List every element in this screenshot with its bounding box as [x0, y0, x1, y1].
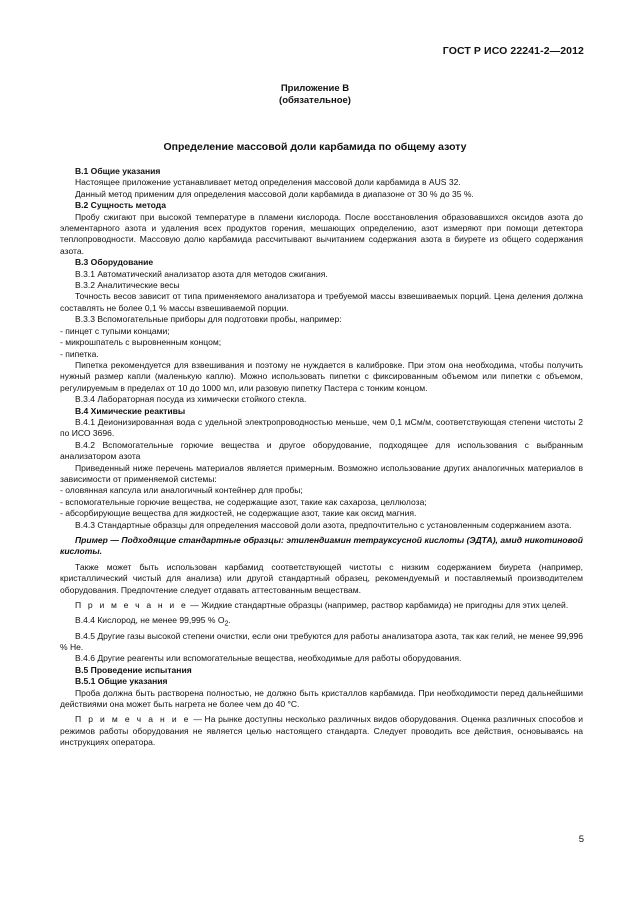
main-title: Определение массовой доли карбамида по общему азоту — [163, 141, 467, 153]
list-item: - вспомогательные горючие вещества, не содержащие азот, такие как сахароза, целлюлоза; — [60, 496, 427, 507]
document-body — [60, 166, 583, 753]
subsection-b5-1-heading: В.5.1 Общие указания — [75, 676, 168, 687]
note-1 — [60, 600, 583, 611]
paragraph: Точность весов зависит от типа применяемого анализатора и требуемой массы взвешиваемых порций. Цена деления должна составлять не более 0,1 % массы взвешиваемой порции. — [60, 291, 583, 313]
list-item: - пипетка. — [60, 348, 99, 359]
section-b3-heading: В.3 Оборудование — [75, 257, 154, 268]
clause-b3-2: В.3.2 Аналитические весы — [75, 280, 180, 291]
page-number: 5 — [578, 834, 584, 845]
clause-b4-5: В.4.5 Другие газы высокой степени очистки, если они требуются для работы анализатора азота, так как гелий, не менее 99,996 % He. — [60, 630, 583, 652]
note-text: — Жидкие стандартные образцы (например, раствор карбамида) не пригодны для этих целей. — [187, 600, 569, 611]
document-code: ГОСТ Р ИСО 22241-2—2012 — [442, 45, 584, 57]
paragraph: Пробу сжигают при высокой температуре в пламени кислорода. После восстановления образовавшихся оксидов азота до элементарного азота и удаления всех продуктов горения, мешающих определению, азот измеряют при помощи детектора теплопроводности. Массовую долю карбамида рассчитывают вычитанием содержания азота в биурете из общего содержания азота. — [60, 211, 583, 256]
clause-b4-1: В.4.1 Деионизированная вода с удельной электропроводностью меньше, чем 0,1 мСм/м, соответствующая степени чистоты 2 по ИСО 3696. — [60, 416, 583, 439]
paragraph: Настоящее приложение устанавливает метод определения массовой доли карбамида в AUS 32. — [75, 177, 461, 188]
paragraph: Данный метод применим для определения массовой доли карбамида в диапазоне от 30 % до 35 %. — [75, 188, 474, 199]
list-item: - микрошпатель с выровненным концом; — [60, 337, 222, 348]
clause-b4-6: В.4.6 Другие реагенты или вспомогательные вещества, необходимые для работы оборудования. — [75, 653, 462, 664]
note-2 — [60, 714, 583, 748]
clause-b3-3: В.3.3 Вспомогательные приборы для подготовки пробы, например: — [75, 314, 342, 325]
clause-b3-1: В.3.1 Автоматический анализатор азота для методов сжигания. — [75, 268, 328, 279]
annex-heading — [0, 83, 630, 107]
note-label: П р и м е ч а н и е — [75, 714, 191, 725]
paragraph: Приведенный ниже перечень материалов является примерным. Возможно использование других аналогичных материалов в зависимости от применяемой системы: — [60, 462, 583, 484]
clause-b3-4: В.3.4 Лабораторная посуда из химически стойкого стекла. — [75, 394, 307, 405]
clause-b4-4: В.4.4 Кислород, не менее 99,995 % $O_2$. — [75, 615, 231, 629]
paragraph: Также может быть использован карбамид соответствующей чистоты с низким содержанием биурета (например, кристаллический чистый для анализа) или другой стандартный образец, рекомендуемый и поставляемый производителем оборудования. Предпочтение следует отдавать аттестованным веществам. — [60, 561, 583, 595]
paragraph: Пипетка рекомендуется для взвешивания и поэтому не нуждается в калибровке. При этом она необходима, чтобы получить нужный размер капли (маленькую каплю). Можно использовать пипетки с фиксированным объемом или пипетки с объемом, регулируемым в пределах от 10 до 1000 мл, или разовую пипетку Пастера с тонким концом. — [60, 359, 583, 393]
note-text: — На рынке доступны несколько различных видов оборудования. Оценка различных способов и режимов работы оборудования не является целью настоящего стандарта. Следует проводить все действия, основываясь на инструкциях оператора. — [60, 714, 583, 748]
annex-title: Приложение В — [280, 83, 350, 94]
section-b4-heading: В.4 Химические реактивы — [75, 405, 186, 416]
list-item: - оловянная капсула или аналогичный контейнер для пробы; — [60, 485, 303, 496]
section-b1-heading: В.1 Общие указания — [75, 166, 161, 176]
clause-b4-3: В.4.3 Стандартные образцы для определения массовой доли азота, предпочтительно с установленным содержанием азота. — [75, 519, 572, 530]
example: Пример — Подходящие стандартные образцы: этилендиамин тетрауксусной кислоты (ЭДТА), амид никотиновой кислоты. — [60, 535, 583, 557]
subscript: 2 — [224, 620, 229, 629]
paragraph: Проба должна быть растворена полностью, не должно быть кристаллов карбамида. При необходимости перед дальнейшими действиями она может быть нагрета не более чем до 40 °С. — [60, 687, 583, 709]
annex-subtitle: (обязательное) — [279, 95, 351, 106]
list-item: - пинцет с тупыми концами; — [60, 325, 170, 336]
note-label: П р и м е ч а н и е — [75, 600, 188, 611]
list-item: - абсорбирующие вещества для жидкостей, не содержащие азот, такие как оксид магния. — [60, 508, 417, 519]
section-b2-heading: В.2 Сущность метода — [75, 200, 166, 211]
clause-b4-2: В.4.2 Вспомогательные горючие вещества и другое оборудование, подходящее для использования с выбранным анализатором азота — [60, 439, 583, 462]
section-b5-heading: В.5 Проведение испытания — [75, 664, 192, 675]
